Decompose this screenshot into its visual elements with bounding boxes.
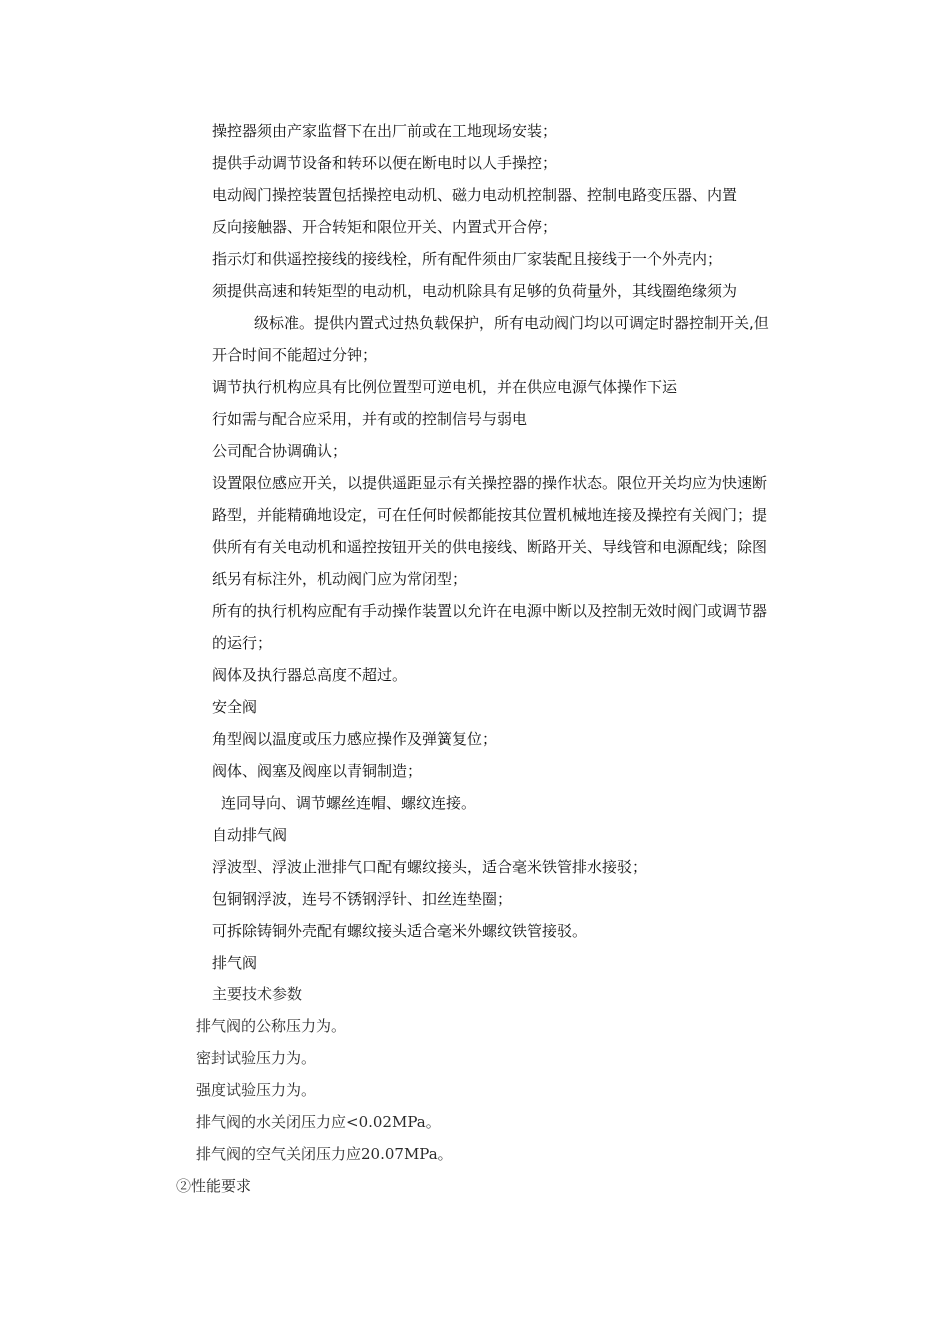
text-line: 的运行； <box>212 634 273 652</box>
section-heading: 自动排气阀 <box>212 826 288 844</box>
text-line: 阀体、阀塞及阀座以青铜制造； <box>212 762 423 780</box>
text-line: 包铜钢浮波，连号不锈钢浮针、扣丝连垫圈； <box>212 890 513 908</box>
text-line: 可拆除铸铜外壳配有螺纹接头适合毫米外螺纹铁管接驳。 <box>212 922 588 940</box>
text-line: 调节执行机构应具有比例位置型可逆电机，并在供应电源气体操作下运 <box>212 378 678 396</box>
text-line: 操控器须由产家监督下在出厂前或在工地现场安装； <box>212 122 558 140</box>
text-line: 浮波型、浮波止泄排气口配有螺纹接头，适合毫米铁管排水接驳； <box>212 858 648 876</box>
text-line: 级标准。提供内置式过热负载保护，所有电动阀门均以可调定时器控制开关,但 <box>254 314 769 332</box>
section-heading: ②性能要求 <box>176 1177 252 1195</box>
text-line: 开合时间不能超过分钟； <box>212 346 378 364</box>
text-line: 电动阀门操控装置包括操控电动机、磁力电动机控制器、控制电路变压器、内置 <box>212 186 738 204</box>
text-line: 设置限位感应开关，以提供遥距显示有关操控器的操作状态。限位开关均应为快速断 <box>212 474 768 492</box>
subsection-heading: 主要技术参数 <box>212 985 303 1003</box>
text-line: 排气阀的空气关闭压力应20.07MPa。 <box>196 1145 453 1163</box>
text-line: 须提供高速和转矩型的电动机，电动机除具有足够的负荷量外，其线圈绝缘须为 <box>212 282 738 300</box>
text-line: 连同导向、调节螺丝连帽、螺纹连接。 <box>221 794 477 812</box>
text-line: 阀体及执行器总高度不超过。 <box>212 666 408 684</box>
text-line: 路型，并能精确地设定，可在任何时候都能按其位置机械地连接及操控有关阀门；提 <box>212 506 768 524</box>
text-line: 公司配合协调确认； <box>212 442 348 460</box>
text-line: 供所有有关电动机和遥控按钮开关的供电接线、断路开关、导线管和电源配线；除图 <box>212 538 768 556</box>
text-line: 提供手动调节设备和转环以便在断电时以人手操控； <box>212 154 558 172</box>
text-line: 排气阀的公称压力为。 <box>196 1017 347 1035</box>
text-line: 纸另有标注外，机动阀门应为常闭型； <box>212 570 468 588</box>
text-line: 行如需与配合应采用，并有或的控制信号与弱电 <box>212 410 528 428</box>
text-line: 角型阀以温度或压力感应操作及弹簧复位； <box>212 730 498 748</box>
text-line: 反向接触器、开合转矩和限位开关、内置式开合停； <box>212 218 558 236</box>
text-line: 密封试验压力为。 <box>196 1049 317 1067</box>
text-line: 强度试验压力为。 <box>196 1081 317 1099</box>
section-heading: 排气阀 <box>212 954 258 972</box>
text-line: 所有的执行机构应配有手动操作装置以允许在电源中断以及控制无效时阀门或调节器 <box>212 602 768 620</box>
text-line: 排气阀的水关闭压力应<0.02MPa。 <box>196 1113 441 1131</box>
text-line: 指示灯和供遥控接线的接线栓，所有配件须由厂家装配且接线于一个外壳内； <box>212 250 723 268</box>
section-heading: 安全阀 <box>212 698 258 716</box>
